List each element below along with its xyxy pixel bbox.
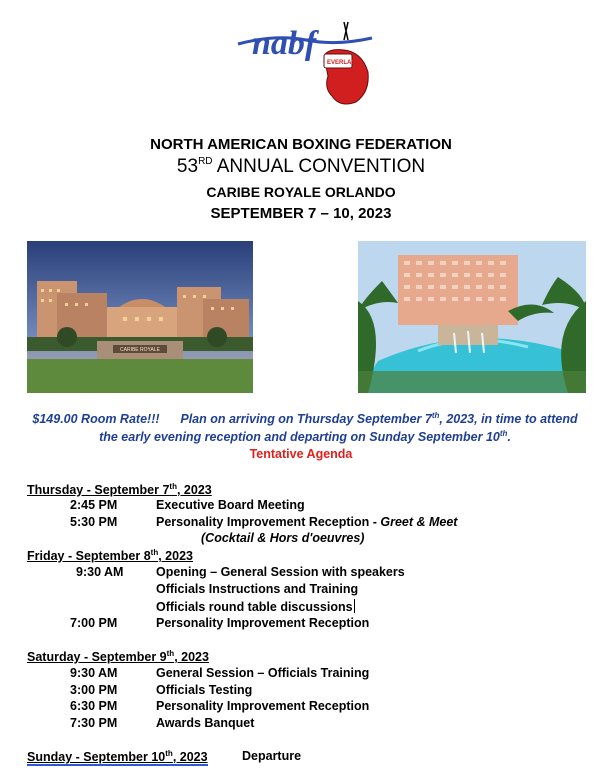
- header-convention-text: ANNUAL CONVENTION: [212, 156, 426, 177]
- header-number-sup: RD: [198, 156, 213, 167]
- agenda-time: 7:00 PM: [70, 616, 118, 630]
- agenda-event-departure: Departure: [242, 749, 302, 763]
- intro-line-2: [20, 429, 590, 444]
- header-convention: [0, 156, 602, 178]
- glove-brand: EVERLAST: [327, 60, 360, 66]
- intro-line-1: [20, 411, 590, 426]
- agenda-event-italic: Greet & Meet: [380, 515, 458, 529]
- header-federation: NORTH AMERICAN BOXING FEDERATION: [150, 136, 452, 153]
- tentative-agenda-title: Tentative Agenda: [249, 447, 353, 461]
- resort-front-photo: [27, 241, 253, 393]
- resort-pool-photo: [358, 241, 586, 393]
- agenda-time: 9:30 AM: [70, 666, 118, 680]
- day-saturday: [27, 649, 209, 664]
- day-saturday-year: , 2023: [174, 650, 209, 664]
- agenda-event-text: Personality Improvement Reception -: [156, 515, 381, 529]
- day-sunday-year: , 2023: [172, 750, 208, 764]
- day-sunday-label: Sunday - September 10: [27, 750, 166, 764]
- text-cursor: [354, 599, 355, 613]
- intro-plan-a: Plan on arriving on Thursday September 7: [180, 412, 432, 426]
- day-thursday: [27, 482, 212, 497]
- day-thursday-sup: th: [169, 482, 177, 491]
- agenda-subnote: (Cocktail & Hors d'oeuvres): [201, 531, 365, 545]
- resort-sign: CARIBE ROYALE: [120, 347, 160, 353]
- agenda-event: [156, 599, 355, 614]
- intro-plan-b-end: .: [507, 430, 511, 444]
- header-venue: CARIBE ROYALE ORLANDO: [206, 184, 396, 200]
- day-sunday-underline: [27, 750, 208, 766]
- agenda-event: Officials Testing: [156, 683, 253, 697]
- header-number: 53: [176, 156, 199, 177]
- day-sunday: [27, 749, 208, 764]
- day-friday-label: Friday - September 8: [27, 549, 151, 563]
- intro-plan-b-sup: th: [499, 429, 508, 438]
- room-rate: $149.00 Room Rate!!!: [32, 412, 160, 426]
- nabf-logo-graphic: [236, 10, 376, 110]
- agenda-time: 7:30 PM: [70, 716, 118, 730]
- agenda-time: 2:45 PM: [70, 498, 118, 512]
- day-friday-sup: th: [150, 548, 159, 557]
- agenda-event: Awards Banquet: [156, 716, 255, 730]
- nabf-logo: [236, 10, 376, 110]
- agenda-event: Personality Improvement Reception: [156, 616, 370, 630]
- agenda-event: [156, 515, 457, 529]
- day-friday-year: , 2023: [158, 549, 193, 563]
- intro-plan-a-sup: th: [431, 411, 440, 420]
- agenda-event-text: Officials round table discussions: [156, 600, 353, 614]
- agenda-event: Opening – General Session with speakers: [156, 565, 405, 579]
- day-friday: [27, 548, 193, 563]
- agenda-time: 5:30 PM: [70, 515, 118, 529]
- agenda-event: General Session – Officials Training: [156, 666, 370, 680]
- agenda-event: Executive Board Meeting: [156, 498, 305, 512]
- day-saturday-sup: th: [166, 649, 175, 658]
- intro-plan-a-end: , 2023, in time to attend: [439, 412, 578, 426]
- intro-plan-b: the early evening reception and departing on Sunday September 10: [99, 430, 500, 444]
- agenda-event: Officials Instructions and Training: [156, 582, 359, 596]
- day-thursday-year: , 2023: [176, 483, 212, 497]
- day-saturday-label: Saturday - September 9: [27, 650, 167, 664]
- logo-wordmark: nabf: [252, 25, 317, 62]
- agenda-time: 9:30 AM: [76, 565, 124, 579]
- boxing-glove-icon: [324, 50, 368, 104]
- agenda-time: 6:30 PM: [70, 699, 118, 713]
- agenda-event: Personality Improvement Reception: [156, 699, 370, 713]
- day-thursday-label: Thursday - September 7: [27, 483, 170, 497]
- day-sunday-sup: th: [165, 749, 173, 758]
- header-dates: SEPTEMBER 7 – 10, 2023: [210, 205, 392, 222]
- agenda-time: 3:00 PM: [70, 683, 118, 697]
